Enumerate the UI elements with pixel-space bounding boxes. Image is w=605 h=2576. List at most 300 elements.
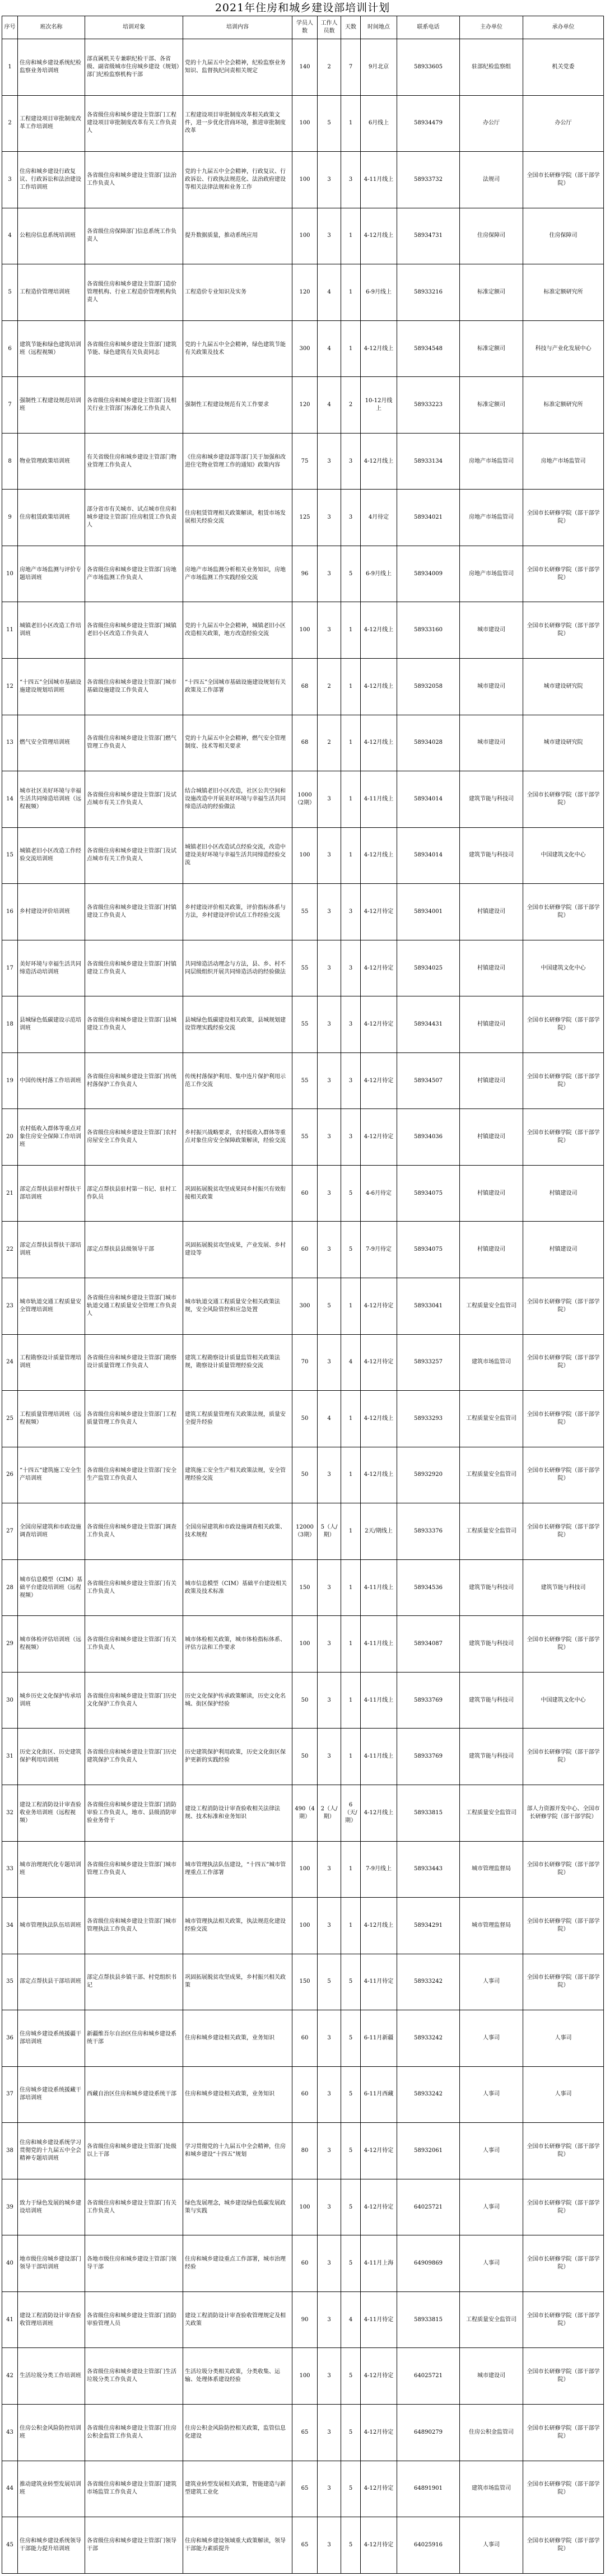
cell-time-place: 4-12月线上 (361, 433, 397, 490)
cell-index: 37 (2, 2066, 18, 2123)
cell-organizer: 建筑节能与科技司 (460, 1729, 523, 1785)
cell-days: 1 (341, 1672, 361, 1729)
cell-time-place: 7-9月待定 (361, 1222, 397, 1278)
cell-class-name: 城市社区美好环境与幸福生活共同缔造培训班（远程视频） (18, 771, 85, 828)
header-cell: 工作人员数 (318, 16, 341, 39)
cell-organizer: 办公厅 (460, 95, 523, 152)
cell-days: 1 (341, 771, 361, 828)
cell-staff: 3 (318, 1841, 341, 1898)
cell-class-name: 全国房屋建筑和市政设施调查培训班 (18, 1503, 85, 1560)
table-row (2, 602, 604, 659)
cell-content: 工程造价专业知识及实务 (183, 264, 292, 321)
cell-organizer: 房地产市场监管司 (460, 433, 523, 490)
cell-trainees: 各省级住房和城乡建设主管部门村镇建设工作负责人 (85, 940, 183, 996)
cell-class-name: 城市轨道交通工程质量安全管理培训班 (18, 1278, 85, 1335)
cell-index: 2 (2, 95, 18, 152)
header-cell: 天数 (341, 16, 361, 39)
table-row (2, 2066, 604, 2123)
cell-host: 全国市长研修学院（部干部学院） (523, 2404, 604, 2461)
cell-students: 80 (292, 2123, 318, 2179)
cell-host: 全国市长研修学院（部干部学院） (523, 1503, 604, 1560)
cell-content: 城市管理执法相关政策，执法规范化建设经验交流 (183, 1898, 292, 1954)
table-row (2, 1391, 604, 1447)
cell-class-name: 住房和城乡建设系统领导干部能力提升培训班 (18, 2517, 85, 2574)
cell-staff: 2 (318, 659, 341, 715)
cell-days: 1 (341, 1447, 361, 1503)
cell-students: 60 (292, 2235, 318, 2292)
table-row (2, 771, 604, 828)
cell-phone: 58933134 (397, 433, 460, 490)
cell-staff: 4 (318, 320, 341, 377)
cell-time-place: 9月北京 (361, 39, 397, 96)
cell-index: 38 (2, 2123, 18, 2179)
table-row (2, 1672, 604, 1729)
header-cell: 班次名称 (18, 16, 85, 39)
cell-time-place: 4-11月线上 (361, 771, 397, 828)
cell-content: 巩固拓展脱贫攻坚成果，乡村振兴相关政策 (183, 1954, 292, 2010)
cell-class-name: 农村低收入群体等重点对象住房安全保障工作培训班 (18, 1109, 85, 1166)
cell-class-name: 强制性工程建设规范培训班 (18, 377, 85, 434)
cell-days: 1 (341, 659, 361, 715)
cell-content: 住房和城乡建设相关政策，业务知识 (183, 2010, 292, 2067)
cell-content: 全国房屋建筑和市政设施调查相关政策、技术规程 (183, 1503, 292, 1560)
cell-staff: 3 (318, 1109, 341, 1166)
cell-trainees: 新疆维吾尔自治区住房和城乡建设系统干部 (85, 2010, 183, 2067)
cell-students: 55 (292, 1052, 318, 1109)
cell-class-name: 建设工程消防设计审查验收业务培训班（远程视频） (18, 1785, 85, 1841)
cell-index: 17 (2, 940, 18, 996)
cell-students: 120 (292, 264, 318, 321)
cell-organizer: 工程质量安全监管司 (460, 2291, 523, 2348)
cell-host: 城市建设研究院 (523, 659, 604, 715)
cell-staff: 3 (318, 433, 341, 490)
cell-phone: 58934731 (397, 208, 460, 264)
cell-time-place: 4-12月待定 (361, 940, 397, 996)
cell-content: 住房和城乡建设相关政策，业务知识 (183, 2066, 292, 2123)
header-cell: 联系电话 (397, 16, 460, 39)
cell-host: 全国市长研修学院（部干部学院） (523, 2517, 604, 2574)
cell-staff: 3 (318, 2517, 341, 2574)
cell-content: 生活垃圾分类相关政策，分类收集、运输、处理体系建设经验 (183, 2348, 292, 2405)
cell-days: 1 (341, 715, 361, 771)
cell-days: 1 (341, 1391, 361, 1447)
cell-staff: 3 (318, 940, 341, 996)
table-body (2, 39, 604, 2574)
cell-content: 党的十九届五中全会精神，燃气安全管理制度、技术等相关要求 (183, 715, 292, 771)
cell-staff: 5（人/期） (318, 1503, 341, 1560)
cell-host: 房地产市场监管司 (523, 433, 604, 490)
cell-index: 1 (2, 39, 18, 96)
cell-time-place: 4-11月线上 (361, 152, 397, 208)
cell-host: 全国市长研修学院（部干部学院） (523, 771, 604, 828)
cell-days: 5 (341, 2348, 361, 2405)
cell-students: 100 (292, 2348, 318, 2405)
cell-staff: 3 (318, 2235, 341, 2292)
cell-trainees: 各省级住房和城乡建设主管部门消防审验工作负责人，地市、县级消防审验业务骨干 (85, 1785, 183, 1841)
cell-index: 16 (2, 884, 18, 940)
cell-host: 村镇建设司 (523, 1222, 604, 1278)
cell-class-name: 城乡历史文化保护传承培训班 (18, 1672, 85, 1729)
cell-host: 住房保障司 (523, 208, 604, 264)
cell-students: 300 (292, 320, 318, 377)
table-row (2, 320, 604, 377)
cell-phone: 58933242 (397, 2010, 460, 2067)
cell-host: 全国市长研修学院（部干部学院） (523, 2123, 604, 2179)
cell-class-name: 住房租赁政策培训班 (18, 490, 85, 546)
cell-days: 3 (341, 1052, 361, 1109)
table-row (2, 2235, 604, 2292)
cell-trainees: 各省级住房和城乡建设主管部门城镇老旧小区改造工作负责人 (85, 602, 183, 659)
cell-content: 城市管理执法队伍建设，“十四五”城市管理重点工作部署 (183, 1841, 292, 1898)
cell-time-place: 4月待定 (361, 490, 397, 546)
cell-students: 150 (292, 1559, 318, 1616)
cell-trainees: 各省级住房和城乡建设主管部门县城建设工作负责人 (85, 996, 183, 1053)
cell-index: 15 (2, 827, 18, 884)
cell-trainees: 各省级住房和城乡建设主管部门安全生产监管工作负责人 (85, 1447, 183, 1503)
table-row (2, 1898, 604, 1954)
cell-days: 1 (341, 1503, 361, 1560)
cell-staff: 3 (318, 2010, 341, 2067)
table-row (2, 884, 604, 940)
cell-class-name: 生活垃圾分类工作培训班 (18, 2348, 85, 2405)
cell-class-name: 公租房信息系统培训班 (18, 208, 85, 264)
table-row (2, 1841, 604, 1898)
table-row (2, 2461, 604, 2517)
cell-days: 3 (341, 940, 361, 996)
cell-class-name: 历史文化街区、历史建筑保护利用培训班 (18, 1729, 85, 1785)
cell-organizer: 人事司 (460, 2066, 523, 2123)
cell-phone: 58932920 (397, 1447, 460, 1503)
cell-students: 490（4期） (292, 1785, 318, 1841)
cell-trainees: 各省级住房和城乡建设主管部门建筑市场监管工作负责人 (85, 2461, 183, 2517)
cell-days: 1 (341, 827, 361, 884)
cell-index: 12 (2, 659, 18, 715)
cell-index: 45 (2, 2517, 18, 2574)
cell-phone: 58933293 (397, 1391, 460, 1447)
cell-students: 70 (292, 1334, 318, 1391)
cell-organizer: 驻部纪检监察组 (460, 39, 523, 96)
cell-trainees: 部定点帮扶县县级领导干部 (85, 1222, 183, 1278)
cell-host: 中国建筑文化中心 (523, 940, 604, 996)
cell-students: 55 (292, 940, 318, 996)
cell-index: 22 (2, 1222, 18, 1278)
cell-organizer: 城市建设司 (460, 659, 523, 715)
cell-phone: 58933216 (397, 264, 460, 321)
cell-time-place: 6-11月新疆 (361, 2010, 397, 2067)
cell-host: 标准定额研究所 (523, 377, 604, 434)
cell-time-place: 4-12月线上 (361, 602, 397, 659)
cell-time-place: 6-9月线上 (361, 264, 397, 321)
cell-organizer: 城市管理监督局 (460, 1898, 523, 1954)
cell-host: 标准定额研究所 (523, 264, 604, 321)
cell-students: 55 (292, 1109, 318, 1166)
cell-time-place: 4-12月线上 (361, 1447, 397, 1503)
cell-index: 23 (2, 1278, 18, 1335)
cell-organizer: 工程质量安全监管司 (460, 1391, 523, 1447)
table-row (2, 208, 604, 264)
cell-phone: 58934075 (397, 1165, 460, 1222)
cell-trainees: 西藏自治区住房和城乡建设系统干部 (85, 2066, 183, 2123)
cell-class-name: 乡村建设评价培训班 (18, 884, 85, 940)
cell-organizer: 建筑节能与科技司 (460, 771, 523, 828)
cell-time-place: 4-12月待定 (361, 884, 397, 940)
header-cell: 学员人数 (292, 16, 318, 39)
cell-organizer: 建筑节能与科技司 (460, 1672, 523, 1729)
cell-class-name: 城市信息模型（CIM）基础平台建设培训班（远程视频） (18, 1559, 85, 1616)
cell-index: 33 (2, 1841, 18, 1898)
cell-organizer: 法规司 (460, 152, 523, 208)
cell-index: 7 (2, 377, 18, 434)
cell-days: 3 (341, 884, 361, 940)
cell-staff: 3 (318, 1447, 341, 1503)
cell-index: 27 (2, 1503, 18, 1560)
cell-content: 《住房和城乡建设部等部门关于加强和改进住宅物业管理工作的通知》政策内容 (183, 433, 292, 490)
cell-class-name: 住房和城乡建设系统学习贯彻党的十九届五中全会精神专题培训班 (18, 2123, 85, 2179)
cell-organizer: 村镇建设司 (460, 884, 523, 940)
table-row (2, 715, 604, 771)
cell-host: 全国市长研修学院（部干部学院） (523, 1954, 604, 2010)
cell-index: 5 (2, 264, 18, 321)
cell-content: 城市轨道交通工程质量安全相关政策法规，安全风险管控和应急处置 (183, 1278, 292, 1335)
cell-organizer: 建筑市场监管司 (460, 1334, 523, 1391)
cell-host: 全国市长研修学院（部干部学院） (523, 2461, 604, 2517)
cell-time-place: 4-12月线上 (361, 827, 397, 884)
cell-time-place: 4-11月待定 (361, 1954, 397, 2010)
cell-content: 建筑工程质量管理有关政策法规，质量安全提升经验 (183, 1391, 292, 1447)
cell-time-place: 4-12月待定 (361, 2123, 397, 2179)
cell-students: 60 (292, 2066, 318, 2123)
cell-trainees: 各省级住房和城乡建设主管部门处级以上干部 (85, 2123, 183, 2179)
cell-days: 4 (341, 1334, 361, 1391)
cell-time-place: 4-11月线上 (361, 1729, 397, 1785)
cell-content: 建筑业转型发展相关政策，智能建造与新型建筑工业化 (183, 2461, 292, 2517)
header-cell: 培训内容 (183, 16, 292, 39)
cell-trainees: 各省级住房和城乡建设主管部门勘察设计质量管理工作负责人 (85, 1334, 183, 1391)
cell-organizer: 人事司 (460, 2517, 523, 2574)
cell-class-name: 住房公积金风险防控培训班 (18, 2404, 85, 2461)
table-row (2, 659, 604, 715)
cell-index: 40 (2, 2235, 18, 2292)
cell-staff: 3 (318, 152, 341, 208)
cell-students: 96 (292, 546, 318, 602)
cell-phone: 64025721 (397, 2179, 460, 2235)
cell-trainees: 各省级住房和城乡建设主管部门城市轨道交通工程质量安全管理工作负责人 (85, 1278, 183, 1335)
table-row (2, 1729, 604, 1785)
cell-days: 5 (341, 2404, 361, 2461)
cell-time-place: 4-12月线上 (361, 320, 397, 377)
cell-organizer: 建筑节能与科技司 (460, 1616, 523, 1673)
cell-class-name: 住房城乡建设系统援疆干部培训班 (18, 2010, 85, 2067)
cell-content: 住房和城乡建设重点工作部署，城市治理经验 (183, 2235, 292, 2292)
cell-host: 全国市长研修学院（部干部学院） (523, 490, 604, 546)
cell-class-name: 中国传统村落工作培训班 (18, 1052, 85, 1109)
cell-staff: 3 (318, 2066, 341, 2123)
cell-organizer: 工程质量安全监管司 (460, 1503, 523, 1560)
cell-phone: 58934025 (397, 940, 460, 996)
cell-index: 8 (2, 433, 18, 490)
cell-index: 34 (2, 1898, 18, 1954)
cell-days: 1 (341, 1559, 361, 1616)
table-row (2, 940, 604, 996)
table-row (2, 546, 604, 602)
cell-class-name: 县城绿色低碳建设示范培训班 (18, 996, 85, 1053)
cell-content: 住房公积金风险防控相关政策，监管信息化建设 (183, 2404, 292, 2461)
header-cell: 主办单位 (460, 16, 523, 39)
cell-days: 1 (341, 208, 361, 264)
cell-trainees: 各省级住房保障部门信息系统工作负责人 (85, 208, 183, 264)
cell-days: 1 (341, 1616, 361, 1673)
cell-phone: 58933605 (397, 39, 460, 96)
table-header-row (2, 16, 604, 39)
cell-content: 历史建筑保护利用政策，历史文化街区保护更新的实践经验 (183, 1729, 292, 1785)
cell-host: 人事司 (523, 2010, 604, 2067)
cell-time-place: 4-12月线上 (361, 1391, 397, 1447)
cell-trainees: 各省级住房和城乡建设主管部门城市基础设施建设工作负责人 (85, 659, 183, 715)
cell-days: 5 (341, 2517, 361, 2574)
cell-host: 部人力资源开发中心、全国市长研修学院（部干部学院） (523, 1785, 604, 1841)
cell-phone: 58934009 (397, 546, 460, 602)
cell-phone: 64890279 (397, 2404, 460, 2461)
cell-staff: 3 (318, 2404, 341, 2461)
cell-trainees: 各省级住房和城乡建设主管部门有关工作负责人 (85, 1616, 183, 1673)
cell-students: 100 (292, 827, 318, 884)
cell-phone: 64891901 (397, 2461, 460, 2517)
cell-trainees: 各省级住房和城乡建设主管部门法治工作负责人 (85, 152, 183, 208)
cell-students: 100 (292, 152, 318, 208)
cell-class-name: 住房城乡建设系统援藏干部培训班 (18, 2066, 85, 2123)
cell-phone: 58933732 (397, 152, 460, 208)
cell-staff: 3 (318, 1559, 341, 1616)
cell-class-name: 推动建筑业转型发展培训班 (18, 2461, 85, 2517)
cell-students: 55 (292, 996, 318, 1053)
cell-staff: 2（人/期） (318, 1785, 341, 1841)
cell-class-name: 住房和城乡建设行政复议、行政诉讼和法治建设工作培训班 (18, 152, 85, 208)
cell-content: 绿色发展理念，城乡建设绿色低碳发展政策与实践 (183, 2179, 292, 2235)
cell-trainees: 部直属机关专兼职纪检干部、各省级、副省级城市住房城乡建设（规划）部门纪检监察机构干部 (85, 39, 183, 96)
table-row (2, 433, 604, 490)
table-row (2, 1616, 604, 1673)
cell-days: 3 (341, 1109, 361, 1166)
cell-students: 120 (292, 377, 318, 434)
cell-index: 36 (2, 2010, 18, 2067)
cell-students: 60 (292, 1222, 318, 1278)
cell-staff: 3 (318, 884, 341, 940)
cell-trainees: 各省级住房和城乡建设主管部门农村房屋安全工作负责人 (85, 1109, 183, 1166)
table-row (2, 2010, 604, 2067)
cell-phone: 58933041 (397, 1278, 460, 1335)
cell-students: 100 (292, 95, 318, 152)
cell-class-name: 部定点帮扶县驻村帮扶干部培训班 (18, 1165, 85, 1222)
cell-index: 3 (2, 152, 18, 208)
cell-phone: 58933815 (397, 1785, 460, 1841)
header-cell: 序号 (2, 16, 18, 39)
cell-days: 5 (341, 2235, 361, 2292)
cell-days: 5 (341, 1222, 361, 1278)
cell-phone: 58934014 (397, 771, 460, 828)
cell-index: 29 (2, 1616, 18, 1673)
cell-staff: 4 (318, 264, 341, 321)
cell-time-place: 4-12月待定 (361, 1109, 397, 1166)
cell-host: 全国市长研修学院（部干部学院） (523, 1334, 604, 1391)
table-row (2, 39, 604, 96)
cell-staff: 3 (318, 2179, 341, 2235)
cell-time-place: 4-12月线上 (361, 1785, 397, 1841)
cell-organizer: 建筑节能与科技司 (460, 1559, 523, 1616)
cell-staff: 3 (318, 1165, 341, 1222)
cell-host: 村镇建设司 (523, 1165, 604, 1222)
cell-days: 5 (341, 2179, 361, 2235)
cell-students: 300 (292, 1278, 318, 1335)
cell-class-name: 城市治理现代化专题培训班 (18, 1841, 85, 1898)
cell-days: 3 (341, 433, 361, 490)
cell-time-place: 4-11月线上 (361, 1672, 397, 1729)
cell-content: 房地产市场监测分析相关业务知识，房地产市场监测工作实践经验交流 (183, 546, 292, 602)
cell-host: 建筑节能与科技司 (523, 1559, 604, 1616)
cell-students: 60 (292, 2010, 318, 2067)
table-row (2, 1165, 604, 1222)
cell-trainees: 各省级住房和城乡建设主管部门燃气管理工作负责人 (85, 715, 183, 771)
cell-time-place: 4-12月待定 (361, 1334, 397, 1391)
cell-students: 100 (292, 1898, 318, 1954)
cell-class-name: 城市体检评估培训班（远程视频） (18, 1616, 85, 1673)
table-row (2, 490, 604, 546)
cell-class-name: 燃气安全管理培训班 (18, 715, 85, 771)
table-row (2, 1052, 604, 1109)
cell-host: 全国市长研修学院（部干部学院） (523, 2235, 604, 2292)
cell-staff: 3 (318, 602, 341, 659)
cell-organizer: 城市建设司 (460, 715, 523, 771)
cell-staff: 3 (318, 1898, 341, 1954)
cell-time-place: 4-12月线上 (361, 1898, 397, 1954)
cell-staff: 5 (318, 1954, 341, 2010)
cell-index: 35 (2, 1954, 18, 2010)
cell-trainees: 各省级住房和城乡建设主管部门有关工作负责人 (85, 2179, 183, 2235)
cell-trainees: 各省级住房和城乡建设主管部门工程建设项目审批制度改革有关工作负责人 (85, 95, 183, 152)
cell-trainees: 各省级住房和城乡建设主管部门及相关行业主管部门标准化工作负责人 (85, 377, 183, 434)
table-row (2, 1334, 604, 1391)
cell-days: 1 (341, 602, 361, 659)
table-row (2, 1109, 604, 1166)
cell-time-place: 2天/期线上 (361, 1503, 397, 1560)
table-row (2, 2123, 604, 2179)
cell-days: 4 (341, 2291, 361, 2348)
cell-index: 42 (2, 2348, 18, 2405)
cell-time-place: 4-11月上海 (361, 2235, 397, 2292)
table-row (2, 1785, 604, 1841)
cell-time-place: 4-12月待定 (361, 2517, 397, 2574)
cell-host: 办公厅 (523, 95, 604, 152)
cell-host: 全国市长研修学院（部干部学院） (523, 152, 604, 208)
cell-index: 4 (2, 208, 18, 264)
cell-content: 建设工程消防设计审查验收管理规定及相关政策 (183, 2291, 292, 2348)
cell-host: 城市建设研究院 (523, 715, 604, 771)
cell-days: 3 (341, 490, 361, 546)
cell-index: 9 (2, 490, 18, 546)
cell-organizer: 人事司 (460, 2123, 523, 2179)
table-row (2, 377, 604, 434)
cell-days: 5 (341, 1165, 361, 1222)
table-row (2, 1503, 604, 1560)
cell-days: 5 (341, 546, 361, 602)
cell-students: 65 (292, 2517, 318, 2574)
cell-time-place: 4-12月待定 (361, 996, 397, 1053)
cell-students: 60 (292, 1165, 318, 1222)
cell-index: 44 (2, 2461, 18, 2517)
cell-content: 结合城镇老旧小区改造，社区公共空间和设施改造中开展美好环境与幸福生活共同缔造活动的经验做法 (183, 771, 292, 828)
cell-organizer: 工程质量安全监管司 (460, 1785, 523, 1841)
cell-class-name: 致力于绿色发展的城乡建设培训班 (18, 2179, 85, 2235)
cell-organizer: 村镇建设司 (460, 1052, 523, 1109)
